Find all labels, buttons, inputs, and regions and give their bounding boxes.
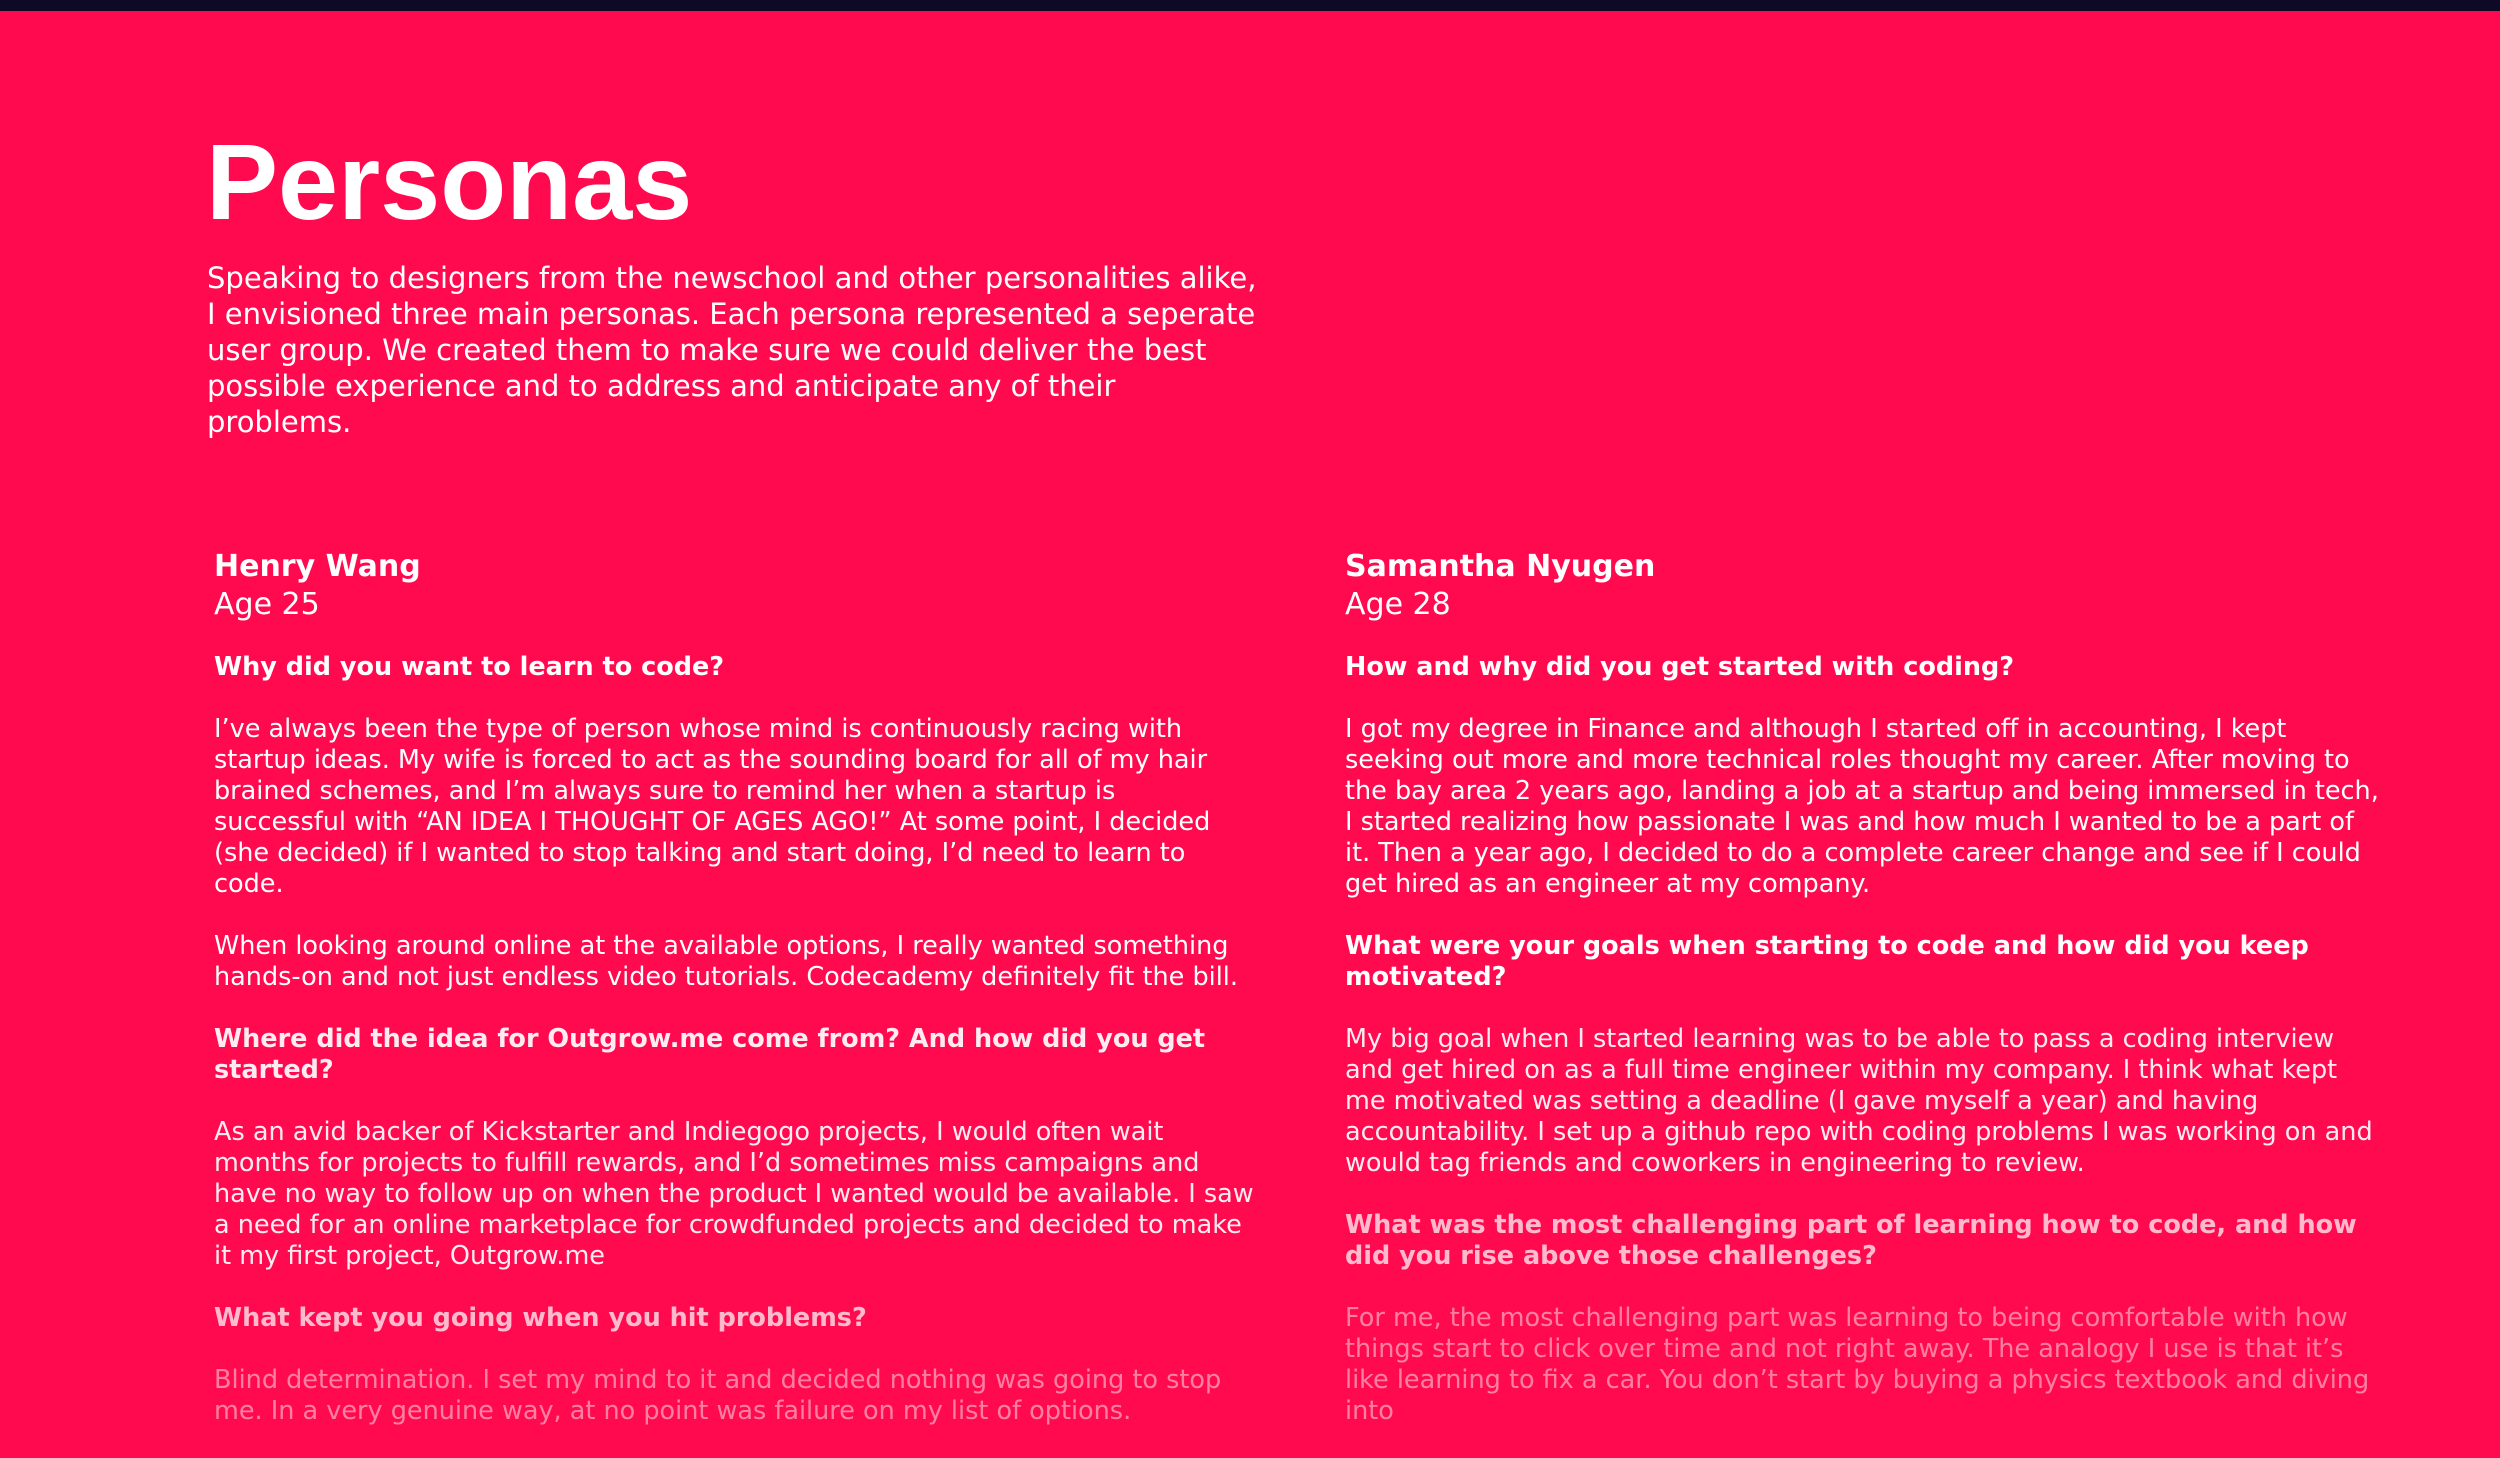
question: What were your goals when starting to code and how did you keep motivated? (1345, 931, 2309, 992)
answer: I’ve always been the type of person whose mind is continuously racing with startup ideas. My wife is forced to act as the sounding board for all of my hair brained schemes, and I’m always sure to remind her when a startup is successful with “AN IDEA I THOUGHT OF AGES AGO!” At some point, I decided (she decided) if I wanted to stop talking and start doing, I’d need to learn to code. (214, 714, 1211, 899)
question: Why did you want to learn to code? (214, 652, 725, 682)
answer: When looking around online at the available options, I really wanted something hands-on and not just endless video tutorials. Codecademy definitely fit the bill. (214, 931, 1238, 992)
intro-paragraph: Speaking to designers from the newschool and other personalities alike, I envisioned three main personas. Each persona represented a seperate user group. We created them to make sure we could deliver the best possible experience and to address and anticipate any of their problems. (207, 261, 1257, 439)
page-title: Personas (206, 121, 693, 242)
question: How and why did you get started with coding? (1345, 652, 2015, 682)
question: Where did the idea for Outgrow.me come from? And how did you get started? (214, 1024, 1206, 1085)
answer: Blind determination. I set my mind to it and decided nothing was going to stop me. In a very genuine way, at no point was failure on my list of options. (214, 1365, 1222, 1426)
question: What was the most challenging part of learning how to code, and how did you rise above those challenges? (1345, 1210, 2357, 1271)
answer: I got my degree in Finance and although I started off in accounting, I kept seeking out more and more technical roles thought my career. After moving to the bay area 2 years ago, landing a job at a startup and being immersed in tech, I started realizing how passionate I was and how much I wanted to be a part of it. Then a year ago, I decided to do a complete career change and see if I could get hired as an engineer at my company. (1345, 714, 2379, 899)
top-bar (0, 0, 2500, 11)
persona-card-henry (214, 548, 1254, 1458)
answer: For me, the most challenging part was learning to being comfortable with how things start to click over time and not right away. The analogy I use is that it’s like learning to fix a car. You don’t start by buying a physics textbook and diving into (1345, 1303, 2370, 1426)
persona-age: Age 28 (1345, 587, 1451, 622)
persona-card-samantha (1345, 548, 2385, 1458)
persona-name: Samantha Nyugen (1345, 549, 1656, 584)
answer: My big goal when I started learning was to be able to pass a coding interview and get hired on as a full time engineer within my company. I think what kept me motivated was setting a deadline (I gave myself a year) and having accountability. I set up a github repo with coding problems I was working on and would tag friends and coworkers in engineering to review. (1345, 1024, 2373, 1178)
question: What kept you going when you hit problems? (214, 1303, 867, 1333)
answer: As an avid backer of Kickstarter and Indiegogo projects, I would often wait months for projects to fulfill rewards, and I’d sometimes miss campaigns and have no way to follow up on when the product I wanted would be available. I saw a need for an online marketplace for crowdfunded projects and decided to make it my first project, Outgrow.me (214, 1117, 1254, 1271)
persona-name: Henry Wang (214, 549, 421, 584)
persona-age: Age 25 (214, 587, 320, 622)
